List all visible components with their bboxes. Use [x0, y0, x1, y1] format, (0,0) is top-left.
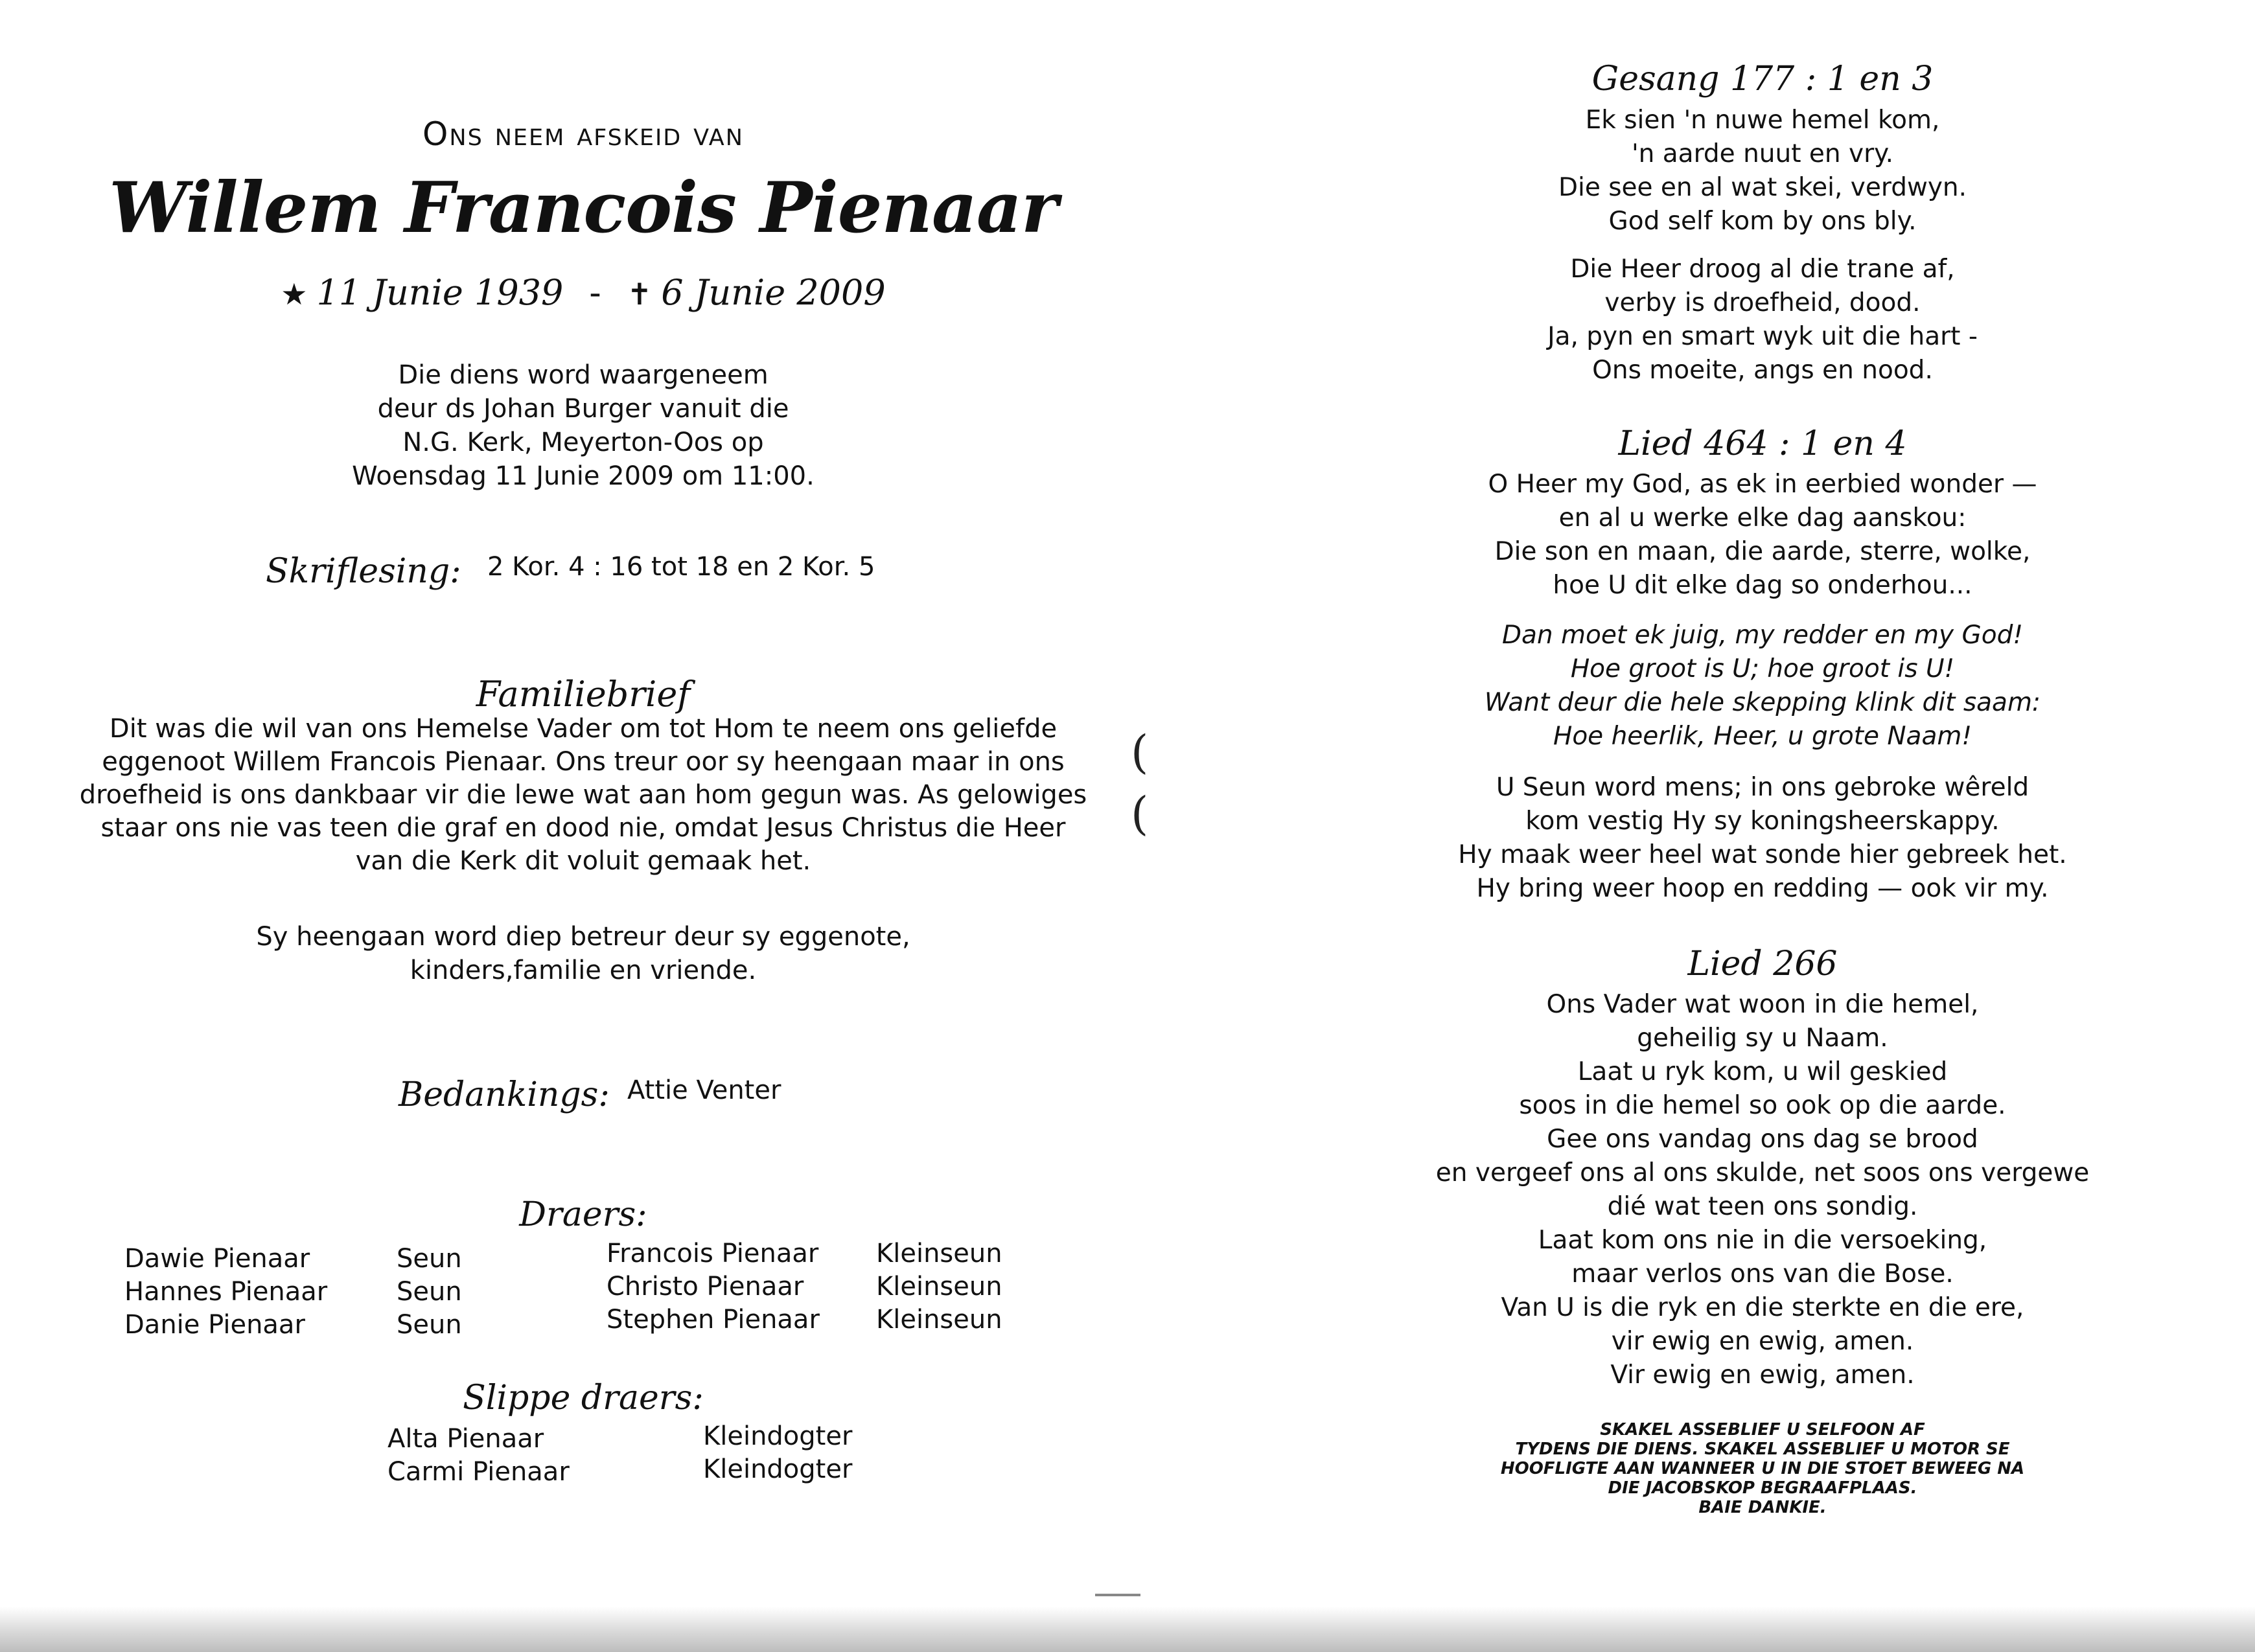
notice-line: HOOFLIGTE AAN WANNEER U IN DIE STOET BEWEEG NA [1500, 1459, 2025, 1478]
notice-line: BAIE DANKIE. [1698, 1498, 1827, 1517]
family-letter [0, 713, 1166, 878]
verse-line: Hy maak weer heel wat sonde hier gebreek het. [1458, 840, 2067, 869]
slip-bearers-label: Slippe draers: [463, 1379, 704, 1417]
scripture-text: 2 Kor. 4 : 16 tot 18 en 2 Kor. 5 [487, 552, 875, 582]
slip-bearer-name: Alta Pienaar [387, 1424, 544, 1454]
family-letter-line: van die Kerk dit voluit gemaak het. [355, 846, 811, 876]
slip-bearers-relations [703, 1420, 852, 1486]
service-line: deur ds Johan Burger vanuit die [377, 394, 789, 424]
hymn-title: Lied 266 [1687, 945, 1838, 983]
service-details [0, 358, 1166, 493]
cross-icon: ✝ [627, 277, 653, 312]
slip-bearer-name: Carmi Pienaar [387, 1457, 570, 1487]
hymn-title: Lied 464 : 1 en 4 [1618, 424, 1907, 463]
verse-line: Hy bring weer hoop en redding — ook vir my. [1476, 874, 2049, 903]
bearers-left-relations [397, 1243, 462, 1342]
verse-line: Van U is die ryk en die sterkte en die ere, [1501, 1293, 2024, 1322]
verse-line: U Seun word mens; in ons gebroke wêreld [1496, 773, 2030, 802]
mourned-line: Sy heengaan word diep betreur deur sy eggenote, [256, 922, 910, 952]
verse-line: hoe U dit elke dag so onderhou... [1553, 571, 1972, 600]
verse-line: maar verlos ons van die Bose. [1571, 1259, 1954, 1289]
thanks-label: Bedankings: [399, 1075, 610, 1114]
deceased-name: Willem Francois Pienaar [109, 167, 1058, 249]
verse-line: God self kom by ons bly. [1608, 207, 1917, 236]
verse-line: 'n aarde nuut en vry. [1631, 139, 1894, 168]
family-letter-title: Familiebrief [476, 674, 691, 715]
chorus-line: Hoe groot is U; hoe groot is U! [1570, 654, 1955, 683]
verse-line: Ons Vader wat woon in die hemel, [1546, 990, 1979, 1019]
chorus-line: Hoe heerlik, Heer, u grote Naam! [1553, 722, 1972, 751]
family-letter-line: eggenoot Willem Francois Pienaar. Ons treur oor sy heengaan maar in ons [102, 747, 1065, 777]
hymn-verse [1296, 771, 2229, 906]
bearer-relation: Seun [397, 1310, 462, 1340]
hymn-title: Gesang 177 : 1 en 3 [1591, 60, 1934, 98]
verse-line: Ons moeite, angs en nood. [1592, 356, 1933, 385]
notice-line: DIE JACOBSKOP BEGRAAFPLAAS. [1608, 1478, 1917, 1498]
verse-line: dié wat teen ons sondig. [1607, 1192, 1918, 1221]
bearer-relation: Seun [397, 1277, 462, 1307]
scan-edge [0, 1607, 2255, 1652]
verse-line: Ek sien 'n nuwe hemel kom, [1585, 106, 1940, 135]
mourned-by [0, 920, 1166, 987]
bearer-relation: Kleinseun [876, 1305, 1002, 1335]
hymn-verse [1296, 988, 2229, 1392]
birth-date: 11 Junie 1939 [316, 272, 564, 313]
margin-mark-upper: ( [1131, 726, 1149, 779]
hymn-verse [1296, 104, 2229, 238]
verse-line: Vir ewig en ewig, amen. [1610, 1360, 1915, 1390]
margin-mark-lower: ( [1131, 787, 1149, 840]
verse-line: O Heer my God, as ek in eerbied wonder — [1488, 470, 2037, 499]
bearers-right-names [607, 1237, 820, 1337]
bearers-label: Draers: [519, 1195, 647, 1234]
verse-line: soos in die hemel so ook op die aarde. [1519, 1091, 2006, 1120]
bearer-name: Christo Pienaar [607, 1272, 804, 1302]
family-letter-line: staar ons nie vas teen die graf en dood nie, omdat Jesus Christus die Heer [100, 813, 1066, 843]
chorus-line: Want deur die hele skepping klink dit saam: [1484, 688, 2041, 717]
bearer-name: Stephen Pienaar [607, 1305, 820, 1335]
slip-bearer-relation: Kleindogter [703, 1454, 853, 1484]
verse-line: en vergeef ons al ons skulde, net soos ons vergewe [1435, 1158, 2090, 1187]
bearers-left-names [124, 1243, 327, 1342]
service-line: Woensdag 11 Junie 2009 om 11:00. [352, 461, 815, 491]
slip-bearer-relation: Kleindogter [703, 1421, 853, 1451]
bearer-relation: Kleinseun [876, 1272, 1002, 1302]
verse-line: Die Heer droog al die trane af, [1570, 255, 1955, 284]
family-letter-line: Dit was die wil van ons Hemelse Vader om tot Hom te neem ons geliefde [109, 714, 1058, 744]
verse-line: kom vestig Hy sy koningsheerskappy. [1525, 807, 2000, 836]
star-icon: ★ [281, 277, 308, 312]
farewell-heading: Ons neem afskeid van [422, 115, 744, 153]
slip-bearers-names [387, 1423, 570, 1489]
verse-line: en al u werke elke dag aanskou: [1558, 503, 1967, 533]
verse-line: verby is droefheid, dood. [1604, 288, 1921, 317]
thanks-name: Attie Venter [627, 1075, 781, 1105]
scripture-label: Skriflesing: [266, 552, 461, 591]
verse-line: vir ewig en ewig, amen. [1611, 1327, 1914, 1356]
life-dates [0, 272, 1166, 313]
verse-line: Gee ons vandag ons dag se brood [1547, 1125, 1978, 1154]
bearer-name: Dawie Pienaar [124, 1244, 310, 1274]
fold-mark [1095, 1594, 1140, 1596]
service-line: N.G. Kerk, Meyerton-Oos op [402, 428, 764, 457]
verse-line: Laat u ryk kom, u wil geskied [1577, 1057, 1948, 1086]
bearer-name: Danie Pienaar [124, 1310, 305, 1340]
bearer-relation: Kleinseun [876, 1239, 1002, 1268]
bearer-relation: Seun [397, 1244, 462, 1274]
notice-line: TYDENS DIE DIENS. SKAKEL ASSEBLIEF U MOTOR SE [1515, 1440, 2010, 1459]
hymn-chorus [1296, 619, 2229, 753]
family-letter-line: droefheid is ons dankbaar vir die lewe wat aan hom gegun was. As gelowiges [79, 780, 1087, 810]
verse-line: geheilig sy u Naam. [1637, 1024, 1888, 1053]
chorus-line: Dan moet ek juig, my redder en my God! [1502, 621, 2023, 650]
mourned-line: kinders,familie en vriende. [410, 956, 757, 985]
bearers-right-relations [876, 1237, 1002, 1337]
verse-line: Die see en al wat skei, verdwyn. [1558, 173, 1967, 202]
death-date: 6 Junie 2009 [661, 272, 886, 313]
verse-line: Die son en maan, die aarde, sterre, wolke, [1494, 537, 2031, 566]
hymn-verse [1296, 468, 2229, 602]
verse-line: Laat kom ons nie in die versoeking, [1538, 1226, 1987, 1255]
service-line: Die diens word waargeneem [398, 360, 769, 390]
bearer-name: Francois Pienaar [607, 1239, 819, 1268]
notice [1296, 1420, 2229, 1517]
hymn-verse [1296, 253, 2229, 387]
bearer-name: Hannes Pienaar [124, 1277, 328, 1307]
date-separator: - [589, 272, 601, 313]
notice-line: SKAKEL ASSEBLIEF U SELFOON AF [1600, 1420, 1925, 1440]
verse-line: Ja, pyn en smart wyk uit die hart - [1547, 322, 1978, 351]
